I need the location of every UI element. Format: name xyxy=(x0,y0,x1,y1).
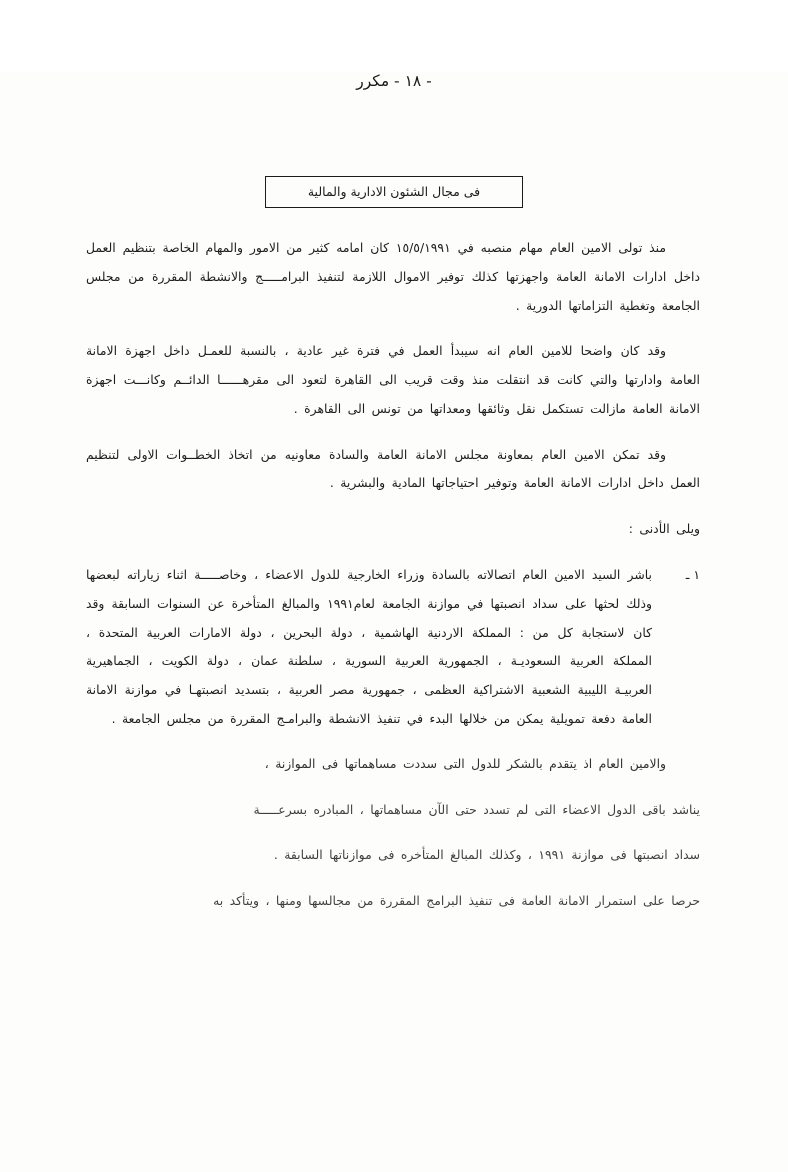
paragraph: والامين العام اذ يتقدم بالشكر للدول التى سددت مساهماتها فى الموازنة ، xyxy=(264,755,666,771)
list-item xyxy=(86,561,700,750)
document-body xyxy=(86,208,700,916)
list-item-marker: ١ ـ xyxy=(685,567,700,583)
section-title-box xyxy=(265,176,523,208)
list-item-text-wrap xyxy=(86,561,652,750)
page-number: - ١٨ - مكرر xyxy=(356,72,432,90)
section-title: فى مجال الشئون الادارية والمالية xyxy=(307,184,481,199)
paragraph: وقد تمكن الامين العام بمعاونة مجلس الامانة العامة والسادة معاونيه من اتخاذ الخطــوات الاولى لتنظيم العمل داخل ادارات الامانة العامة وتوفير احتياجاتها المادية والبشرية . xyxy=(86,446,700,491)
paragraph: ويلى الأدنى : xyxy=(628,521,700,537)
list-item-text: باشر السيد الامين العام اتصالاته بالسادة وزراء الخارجية للدول الاعضاء ، وخاصـــــة اثناء زياراته لبعضها وذلك لحثها على سداد انصبتها في موازنة الجامعة لعام١٩٩١ والمبالغ المتأخرة عن السنوات السابقة وقد كان لاستجابة كل من : المملكة الاردنية الهاشمية ، دولة البحرين ، دولة الامارات العربية المتحدة ، المملكة العربية السعوديـة ، الجمهورية العربية السورية ، سلطنة عمان ، دولة الكويت ، الجماهيرية العربيـة الليبية الشعبية الاشتراكية العظمى ، جمهورية مصر العربية ، بتسديد انصبتهـا في موازنة الامانة العامة دفعة تمويلية يمكن من خلالها البدء في تنفيذ الانشطة والبرامـج المقررة من مجلس الجامعة . xyxy=(86,567,652,726)
paragraph: وقد كان واضحا للامين العام انه سيبدأ العمل في فترة غير عادية ، بالنسبة للعمـل داخل اجهزة الامانة العامة وادارتها والتي كانت قد انتقلت منذ وقت قريب الى القاهرة لتعود الى مقرهــــــا الدائــم وكانـــت اجهزة الامانة العامة مازالت تستكمل نقل وثائقها ومعداتها من تونس الى القاهرة . xyxy=(86,343,700,416)
paragraph: يناشد باقى الدول الاعضاء التى لم تسدد حتى الآن مساهماتها ، المبادره بسرعـــــة xyxy=(253,801,700,817)
document-page xyxy=(0,72,788,1172)
paragraph: منذ تولى الامين العام مهام منصبه في ١٥/٥/١٩٩١ كان امامه كثير من الامور والمهام الخاصة بتنظيم العمل داخل ادارات الامانة العامة واجهزتها كذلك توفير الاموال اللازمة لتنفيذ البرامـــــج والانشطة المقررة من مجلس الجامعة وتغطية التزاماتها الدورية . xyxy=(86,240,700,313)
paragraph: سداد انصبتها فى موازنة ١٩٩١ ، وكذلك المبالغ المتأخره فى موازناتها السابقة . xyxy=(273,847,700,863)
paragraph: حرصا على استمرار الامانة العامة فى تنفيذ البرامج المقررة من مجالسها ومنها ، ويتأكد به xyxy=(213,893,700,909)
